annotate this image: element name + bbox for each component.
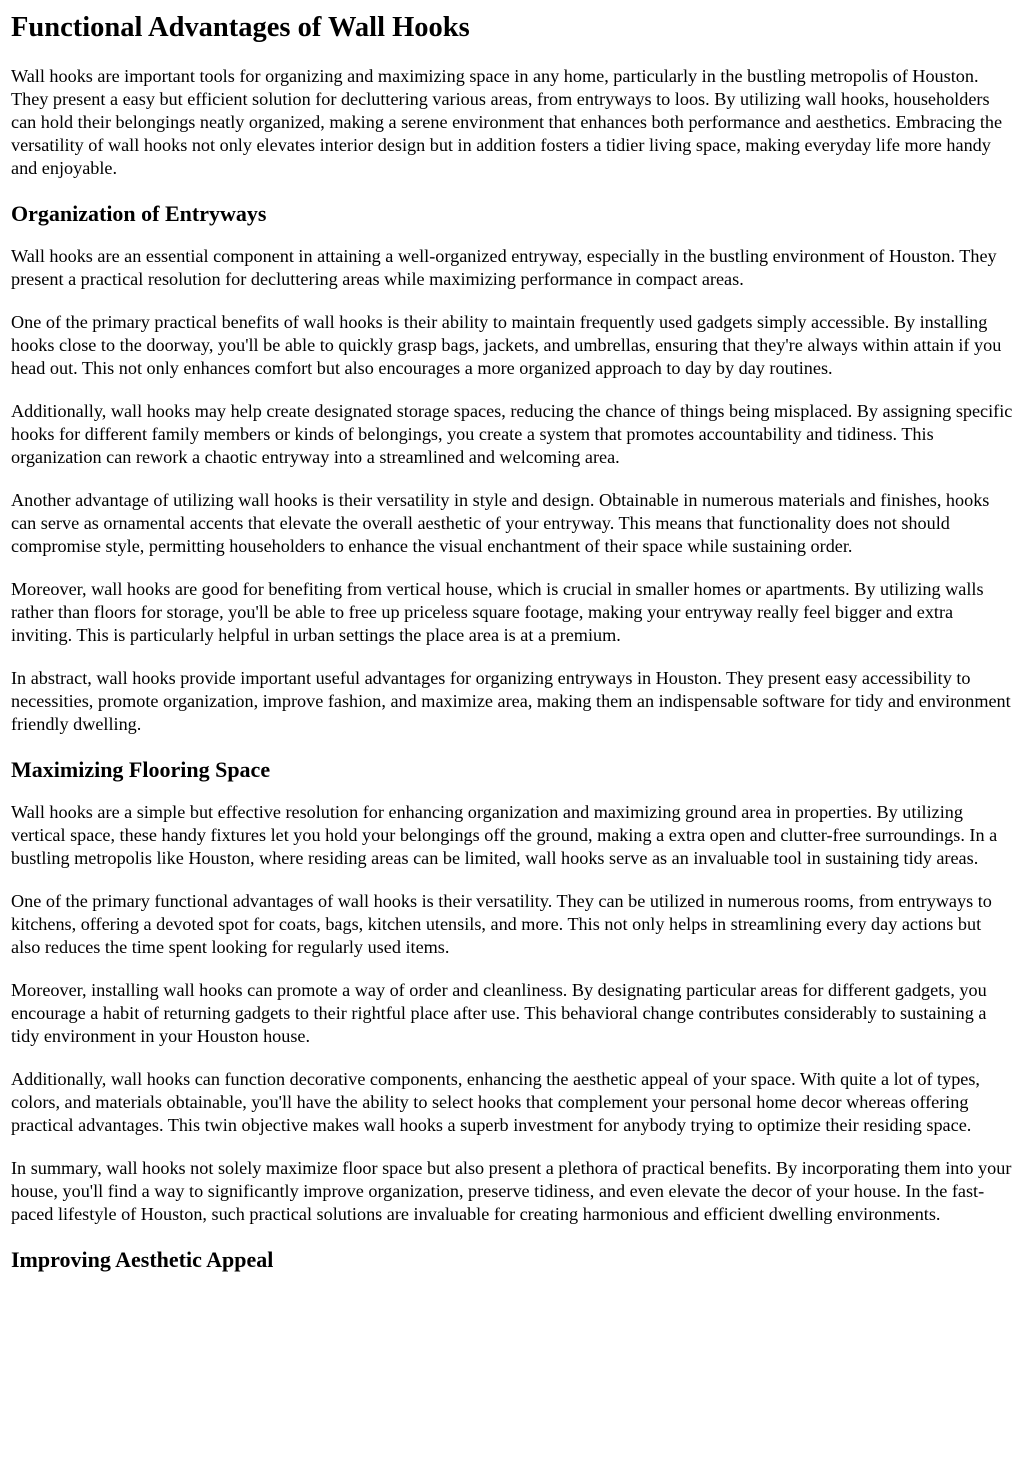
paragraph: Wall hooks are a simple but effective resolution for enhancing organization and maximizing ground area in properties. By utilizing vertical space, these handy fixtures let you hold your belongings off the ground, making a extra open and clutter-free surroundings. In a bustling metropolis like Houston, where residing areas can be limited, wall hooks serve as an invaluable tool in sustaining tidy areas.: [11, 802, 998, 868]
paragraph: Moreover, installing wall hooks can promote a way of order and cleanliness. By designating particular areas for different gadgets, you encourage a habit of returning gadgets to their rightful place after use. This behavioral change contributes considerably to sustaining a tidy environment in your Houston house.: [11, 980, 987, 1046]
paragraph: Another advantage of utilizing wall hooks is their versatility in style and design. Obtainable in numerous materials and finishes, hooks can serve as ornamental accents that elevate the overall aesthetic of your entryway. This means that functionality does not should compromise style, permitting householders to enhance the visual enchantment of their space while sustaining order.: [11, 490, 990, 556]
paragraph: Moreover, wall hooks are good for benefiting from vertical house, which is crucial in smaller homes or apartments. By utilizing walls rather than floors for storage, you'll be able to free up priceless square footage, making your entryway really feel bigger and extra inviting. This is particularly helpful in urban settings the place area is at a premium.: [11, 579, 984, 645]
paragraph: Additionally, wall hooks may help create designated storage spaces, reducing the chance of things being misplaced. By assigning specific hooks for different family members or kinds of belongings, you create a system that promotes accountability and tidiness. This organization can rework a chaotic entryway into a streamlined and welcoming area.: [11, 401, 1013, 467]
page-title: Functional Advantages of Wall Hooks: [11, 12, 470, 43]
section-heading-flooring-space: Maximizing Flooring Space: [11, 757, 271, 782]
paragraph: Additionally, wall hooks can function decorative components, enhancing the aesthetic appeal of your space. With quite a lot of types, colors, and materials obtainable, you'll have the ability to select hooks that complement your personal home decor whereas offering practical advantages. This twin objective makes wall hooks a superb investment for anybody trying to optimize their residing space.: [11, 1069, 980, 1135]
paragraph: Wall hooks are an essential component in attaining a well-organized entryway, especially in the bustling environment of Houston. They present a practical resolution for decluttering areas while maximizing performance in compact areas.: [11, 246, 997, 289]
paragraph: In abstract, wall hooks provide important useful advantages for organizing entryways in Houston. They present easy accessibility to necessities, promote organization, improve fashion, and maximize area, making them an indispensable software for tidy and environment friendly dwelling.: [11, 668, 1011, 734]
section-heading-aesthetic-appeal: Improving Aesthetic Appeal: [11, 1247, 274, 1272]
section-heading-entryways: Organization of Entryways: [11, 201, 267, 226]
paragraph: One of the primary practical benefits of wall hooks is their ability to maintain frequently used gadgets simply accessible. By installing hooks close to the doorway, you'll be able to quickly grasp bags, jackets, and umbrellas, ensuring that they're always within attain if you head out. This not only enhances comfort but also encourages a more organized approach to day by day routines.: [11, 312, 1002, 378]
paragraph: One of the primary functional advantages of wall hooks is their versatility. They can be utilized in numerous rooms, from entryways to kitchens, offering a devoted spot for coats, bags, kitchen utensils, and more. This not only helps in streamlining every day actions but also reduces the time spent looking for regularly used items.: [11, 891, 992, 957]
paragraph: In summary, wall hooks not solely maximize floor space but also present a plethora of practical benefits. By incorporating them into your house, you'll find a way to significantly improve organization, preserve tidiness, and even elevate the decor of your house. In the fast-paced lifestyle of Houston, such practical solutions are invaluable for creating harmonious and efficient dwelling environments.: [11, 1158, 1012, 1224]
article: [0, 11, 1024, 1273]
intro-paragraph: Wall hooks are important tools for organizing and maximizing space in any home, particularly in the bustling metropolis of Houston. They present a easy but efficient solution for decluttering various areas, from entryways to loos. By utilizing wall hooks, householders can hold their belongings neatly organized, making a serene environment that enhances both performance and aesthetics. Embracing the versatility of wall hooks not only elevates interior design but in addition fosters a tidier living space, making everyday life more handy and enjoyable.: [11, 66, 1003, 178]
